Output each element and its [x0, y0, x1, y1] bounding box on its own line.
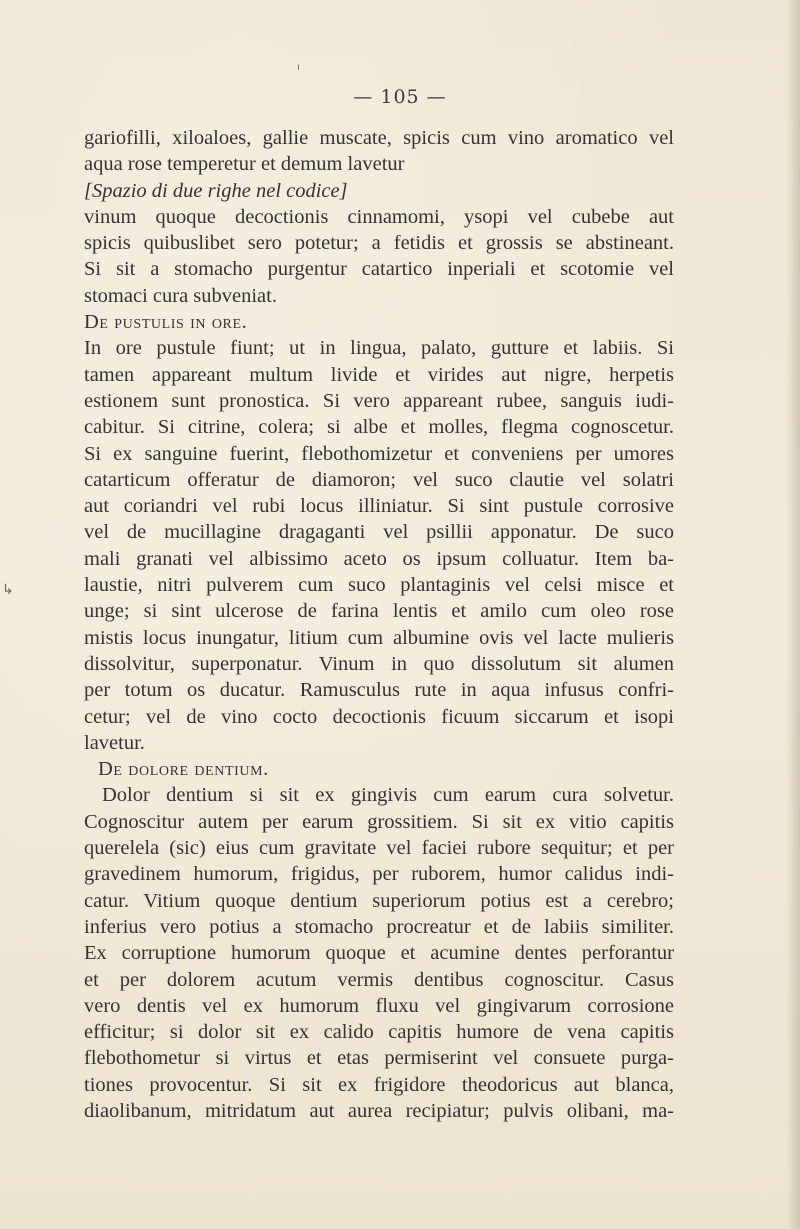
page-edge-shadow	[786, 0, 800, 1229]
text-line: aut coriandri vel rubi locus illiniatur. Si sint pustule corrosive	[84, 495, 674, 518]
text-line: tiones provocentur. Si sit ex frigidore theodoricus aut blanca,	[84, 1073, 674, 1096]
text-line: estionem sunt pronostica. Si vero appareant rubee, sanguis iudi-	[84, 389, 674, 412]
text-line: dissolvitur, superponatur. Vinum in quo dissolutum sit alumen	[84, 652, 674, 675]
text-line: flebothometur si virtus et etas permiserint vel consuete purga-	[84, 1047, 674, 1070]
text-line: et per dolorem acutum vermis dentibus cognoscitur. Casus	[84, 968, 674, 991]
text-line: unge; si sint ulcerose de farina lentis et amilo cum oleo rose	[84, 600, 674, 623]
text-line: In ore pustule fiunt; ut in lingua, palato, gutture et labiis. Si	[84, 337, 674, 360]
text-line: spicis quibuslibet sero potetur; a fetidis et grossis se abstineant.	[84, 232, 674, 255]
text-line: catur. Vitium quoque dentium superiorum potius est a cerebro;	[84, 889, 674, 912]
text-line: per totum os ducatur. Ramusculus rute in aqua infusus confri-	[84, 679, 674, 702]
text-line: vero dentis vel ex humorum fluxu vel gingivarum corrosione	[84, 994, 674, 1017]
text-line: vel de mucillagine dragaganti vel psillii apponatur. De suco	[84, 521, 674, 544]
text-line: mistis locus inungatur, litium cum albumine ovis vel lacte mulieris	[84, 626, 674, 649]
text-line: laustie, nitri pulverem cum suco plantaginis vel celsi misce et	[84, 574, 674, 597]
section-heading-dentium: De dolore dentium.	[98, 758, 269, 781]
text-line: cabitur. Si citrine, colera; si albe et molles, flegma cognoscetur.	[84, 416, 674, 439]
ink-speck: ı	[297, 62, 300, 73]
text-line: querelela (sic) eius cum gravitate vel faciei rubore sequitur; et per	[84, 837, 674, 860]
text-line: lavetur.	[84, 731, 145, 754]
section-heading-pustulis: De pustulis in ore.	[84, 311, 248, 334]
text-line: inferius vero potius a stomacho procreatur et de labiis similiter.	[84, 915, 674, 938]
text-line: tamen appareant multum livide et virides aut nigre, herpetis	[84, 363, 674, 386]
text-line: catarticum offeratur de diamoron; vel suco clautie vel solatri	[84, 468, 674, 491]
text-line: aqua rose temperetur et demum lavetur	[84, 153, 405, 176]
text-line: Si sit a stomacho purgentur catartico inperiali et scotomie vel	[84, 258, 674, 281]
text-line: mali granati vel albissimo aceto os ipsum colluatur. Item ba-	[84, 547, 674, 570]
text-line: stomaci cura subveniat.	[84, 284, 277, 307]
text-line: Dolor dentium si sit ex gingivis cum earum cura solvetur.	[102, 784, 674, 807]
text-line: gariofilli, xiloaloes, gallie muscate, spicis cum vino aromatico vel	[84, 127, 674, 149]
editorial-note: [Spazio di due righe nel codice]	[84, 179, 348, 202]
text-line: cetur; vel de vino cocto decoctionis ficuum siccarum et isopi	[84, 705, 674, 728]
text-line: diaolibanum, mitridatum aut aurea recipiatur; pulvis olibani, ma-	[84, 1099, 674, 1122]
text-line: efficitur; si dolor sit ex calido capitis humore de vena capitis	[84, 1021, 674, 1044]
text-line: Cognoscitur autem per earum grossitiem. Si sit ex vitio capitis	[84, 810, 674, 833]
text-line: Si ex sanguine fuerint, flebothomizetur et conveniens per umores	[84, 442, 674, 465]
body-text	[84, 125, 674, 1124]
text-line: vinum quoque decoctionis cinnamomi, ysopi vel cubebe aut	[84, 205, 674, 228]
page-number: — 105 —	[353, 86, 447, 108]
text-line: Ex corruptione humorum quoque et acumine dentes perforantur	[84, 942, 674, 965]
margin-tick-mark: ↳	[2, 582, 14, 598]
text-line: gravedinem humorum, frigidus, per ruborem, humor calidus indi-	[84, 863, 674, 886]
